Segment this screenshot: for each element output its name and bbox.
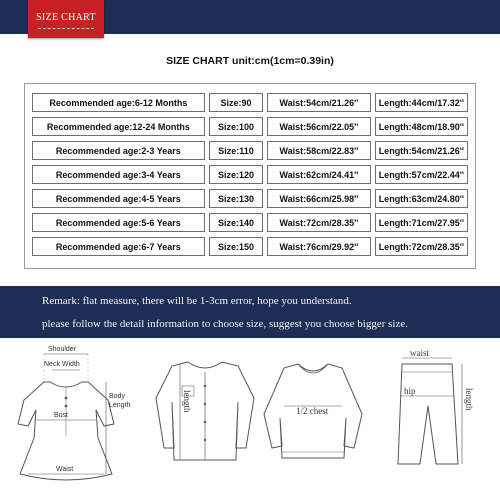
length-cell: Length:48cm/18.90'' bbox=[375, 117, 468, 136]
shirt-length-label: length bbox=[182, 390, 192, 413]
age-cell: Recommended age:6-7 Years bbox=[32, 237, 205, 256]
age-cell: Recommended age:2-3 Years bbox=[32, 141, 205, 160]
pants-diagram bbox=[378, 344, 488, 484]
waist-cell: Waist:62cm/24.41'' bbox=[267, 165, 370, 184]
table-row bbox=[32, 93, 468, 112]
table-row bbox=[32, 237, 468, 256]
size-table bbox=[24, 83, 476, 269]
dress-neck-label: Neck Width bbox=[44, 361, 80, 368]
remark-line-1: Remark: flat measure, there will be 1-3cm error, hope you understand. bbox=[42, 295, 352, 307]
table-row bbox=[32, 141, 468, 160]
length-cell: Length:72cm/28.35'' bbox=[375, 237, 468, 256]
table-row bbox=[32, 117, 468, 136]
dress-diagram bbox=[6, 342, 136, 492]
age-cell: Recommended age:6-12 Months bbox=[32, 93, 205, 112]
size-chart-tab-label: SIZE CHART bbox=[36, 12, 96, 23]
waist-cell: Waist:66cm/25.98'' bbox=[267, 189, 370, 208]
size-cell: Size:130 bbox=[209, 189, 264, 208]
sweater-chest-label: 1/2 chest bbox=[296, 406, 329, 416]
sweater-diagram bbox=[258, 352, 368, 472]
age-cell: Recommended age:12-24 Months bbox=[32, 117, 205, 136]
age-cell: Recommended age:3-4 Years bbox=[32, 165, 205, 184]
length-cell: Length:54cm/21.26'' bbox=[375, 141, 468, 160]
size-cell: Size:150 bbox=[209, 237, 264, 256]
waist-cell: Waist:58cm/22.83'' bbox=[267, 141, 370, 160]
shirt-diagram bbox=[150, 352, 260, 472]
size-cell: Size:120 bbox=[209, 165, 264, 184]
remark-bar bbox=[0, 286, 500, 338]
dress-length-label: Length bbox=[109, 402, 131, 409]
dress-shoulder-label: Shoulder bbox=[48, 346, 77, 353]
dress-bust-label: Bust bbox=[54, 412, 69, 419]
pants-waist-label: waist bbox=[410, 348, 429, 358]
table-row bbox=[32, 165, 468, 184]
size-cell: Size:110 bbox=[209, 141, 264, 160]
length-cell: Length:57cm/22.44'' bbox=[375, 165, 468, 184]
remark-line-2: please follow the detail information to choose size, suggest you choose bigger size. bbox=[42, 318, 408, 330]
size-cell: Size:140 bbox=[209, 213, 264, 232]
size-cell: Size:90 bbox=[209, 93, 264, 112]
size-chart-tab bbox=[28, 0, 104, 38]
waist-cell: Waist:72cm/28.35'' bbox=[267, 213, 370, 232]
table-row bbox=[32, 189, 468, 208]
length-cell: Length:44cm/17.32'' bbox=[375, 93, 468, 112]
pants-hip-label: hip bbox=[404, 386, 416, 396]
age-cell: Recommended age:4-5 Years bbox=[32, 189, 205, 208]
dress-body-label: Body bbox=[109, 393, 125, 400]
length-cell: Length:63cm/24.80'' bbox=[375, 189, 468, 208]
size-table-grid bbox=[28, 88, 472, 261]
length-cell: Length:71cm/27.95'' bbox=[375, 213, 468, 232]
table-row bbox=[32, 213, 468, 232]
dress-waist-label: Waist bbox=[56, 466, 74, 473]
chart-title: SIZE CHART unit:cm(1cm=0.39in) bbox=[166, 55, 334, 67]
size-cell: Size:100 bbox=[209, 117, 264, 136]
waist-cell: Waist:76cm/29.92'' bbox=[267, 237, 370, 256]
pants-length-label: length bbox=[464, 388, 474, 411]
waist-cell: Waist:54cm/21.26'' bbox=[267, 93, 370, 112]
age-cell: Recommended age:5-6 Years bbox=[32, 213, 205, 232]
waist-cell: Waist:56cm/22.05'' bbox=[267, 117, 370, 136]
